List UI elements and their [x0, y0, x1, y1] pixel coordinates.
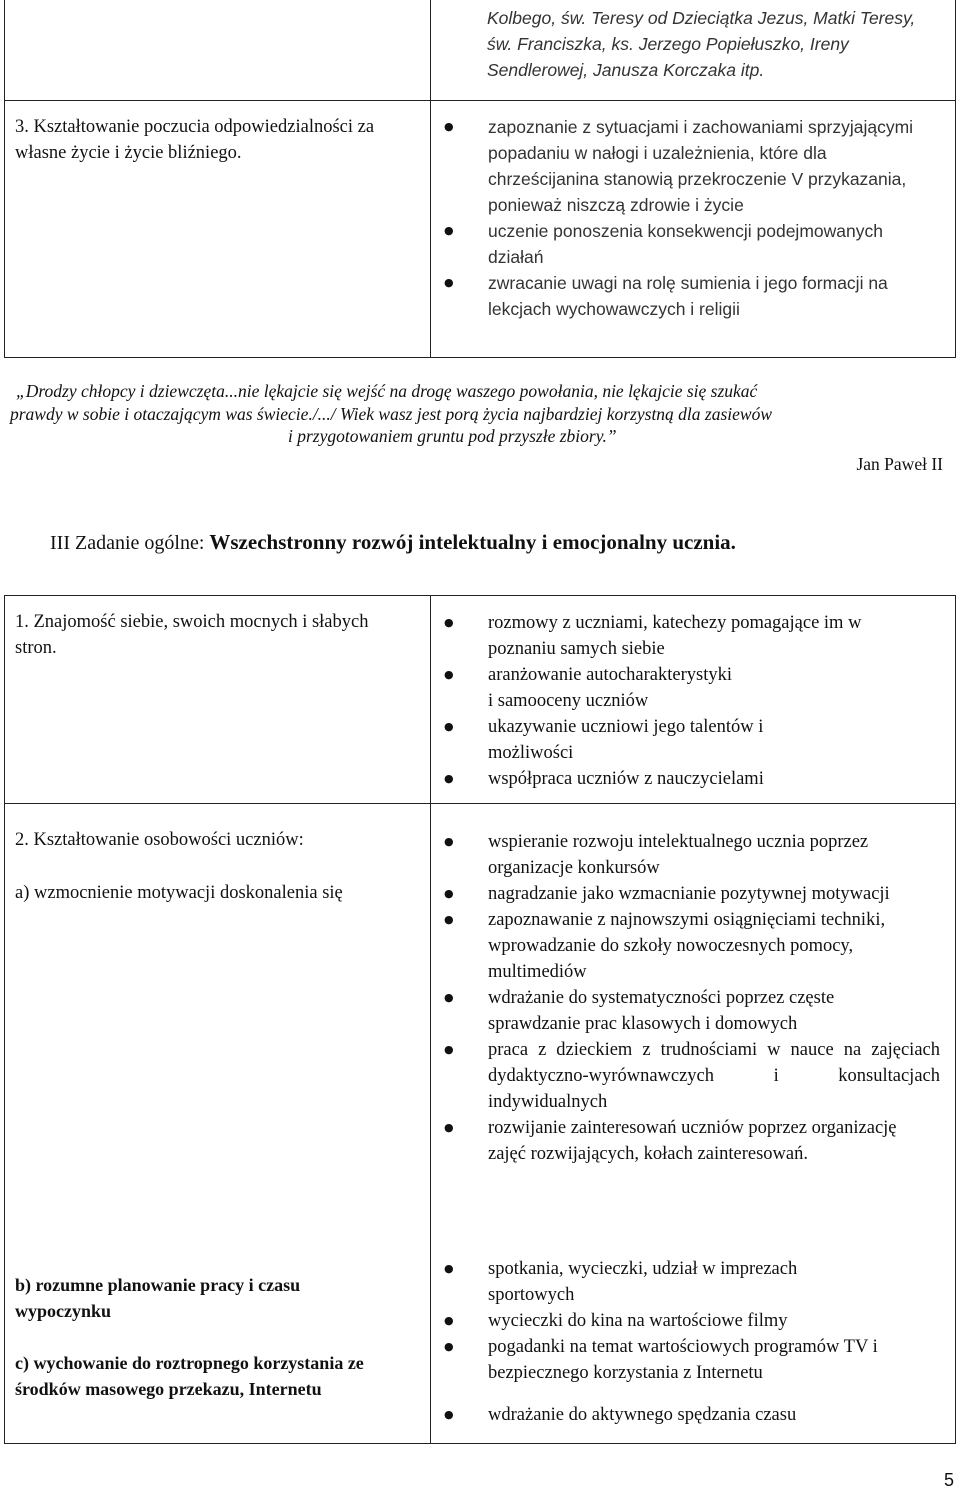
section2-bullet-list-b — [440, 1256, 940, 1428]
list-item: ● praca z dzieckiem z trudnościami w nauce na zajęciach dydaktyczno-wyrównawczych i konsultacjach indywidualnych — [440, 1037, 940, 1115]
section3-heading: 3. Kształtowanie poczucia odpowiedzialności za własne życie i życie bliźniego. — [15, 117, 375, 163]
table-border — [430, 0, 431, 358]
list-item: ● zapoznawanie z najnowszymi osiągnięciami techniki, wprowadzanie do szkoły nowoczesnych pomocy, multimediów — [440, 907, 940, 985]
list-item: ● pogadanki na temat wartościowych programów TV i bezpiecznego korzystania z Internetu — [440, 1334, 940, 1386]
quote-line: prawdy w sobie i otaczającym was świecie./.../ Wiek wasz jest porą życia najbardziej korzystną dla zasiewów — [10, 403, 773, 424]
table-border — [4, 595, 5, 1444]
section2-sub-b: b) rozumne planowanie pracy i czasu wypoczynku — [15, 1275, 301, 1321]
section1-bullet-list — [440, 610, 920, 792]
list-item: ● rozmowy z uczniami, katechezy pomagające im w poznaniu samych siebie — [440, 610, 920, 662]
list-item: ● uczenie ponoszenia konsekwencji podejmowanych działań — [440, 218, 940, 270]
task-title: Wszechstronny rozwój intelektualny i emocjonalny ucznia. — [209, 530, 736, 554]
list-item: ● wspieranie rozwoju intelektualnego ucznia poprzez organizacje konkursów — [440, 829, 940, 881]
list-item: ● współpraca uczniów z nauczycielami — [440, 766, 920, 792]
page-number: 5 — [943, 1470, 954, 1490]
quote-author: Jan Paweł II — [856, 454, 943, 474]
list-item: ● aranżowanie autocharakterystyki i samooceny uczniów — [440, 662, 920, 714]
list-item: ● zapoznanie z sytuacjami i zachowaniami sprzyjającymi popadaniu w nałogi i uzależnienia, które dla chrześcijanina stanowią przekroczenie V przykazania, ponieważ niszczą zdrowie i życie — [440, 114, 940, 218]
list-item: ● ukazywanie uczniowi jego talentów i możliwości — [440, 714, 920, 766]
row1-right-text: Kolbego, św. Teresy od Dzieciątka Jezus, Matki Teresy, św. Franciszka, ks. Jerzego Popiełuszko, Ireny Sendlerowej, Janusza Korczaka itp. — [487, 8, 916, 80]
table-border — [4, 1443, 956, 1444]
task-prefix: III Zadanie ogólne: — [50, 532, 210, 554]
quote-line: i przygotowaniem gruntu pod przyszłe zbiory.” — [288, 426, 617, 446]
section2-sub-c: c) wychowanie do roztropnego korzystania ze środków masowego przekazu, Internetu — [15, 1353, 364, 1399]
list-item: ● rozwijanie zainteresowań uczniów poprzez organizację zajęć rozwijających, kołach zainteresowań. — [440, 1115, 940, 1167]
task-heading — [50, 530, 736, 555]
section2-heading: 2. Kształtowanie osobowości uczniów: — [15, 830, 304, 850]
table-border — [955, 0, 956, 358]
list-item: ● wdrażanie do aktywnego spędzania czasu — [440, 1402, 940, 1428]
table-border — [4, 595, 956, 596]
table-border — [4, 357, 956, 358]
list-item: ● nagradzanie jako wzmacnianie pozytywnej motywacji — [440, 881, 940, 907]
table-border — [4, 100, 956, 101]
list-item: ● spotkania, wycieczki, udział w imprezach sportowych — [440, 1256, 940, 1308]
table-border — [430, 595, 431, 1444]
table-border — [955, 595, 956, 1444]
table-border — [4, 803, 956, 804]
list-item: ● wdrażanie do systematyczności poprzez częste sprawdzanie prac klasowych i domowych — [440, 985, 940, 1037]
list-item: ● wycieczki do kina na wartościowe filmy — [440, 1308, 940, 1334]
section2-bullet-list-a — [440, 829, 940, 1167]
quote-block — [10, 380, 945, 448]
section1-heading: 1. Znajomość siebie, swoich mocnych i słabych stron. — [15, 612, 369, 658]
section3-bullet-list — [440, 114, 940, 322]
list-item: ● zwracanie uwagi na rolę sumienia i jego formacji na lekcjach wychowawczych i religii — [440, 270, 940, 322]
quote-line: „Drodzy chłopcy i dziewczęta...nie lękajcie się wejść na drogę waszego powołania, nie lękajcie się szukać — [16, 381, 758, 401]
section2-sub-a: a) wzmocnienie motywacji doskonalenia się — [15, 883, 343, 903]
table-border — [4, 0, 5, 358]
